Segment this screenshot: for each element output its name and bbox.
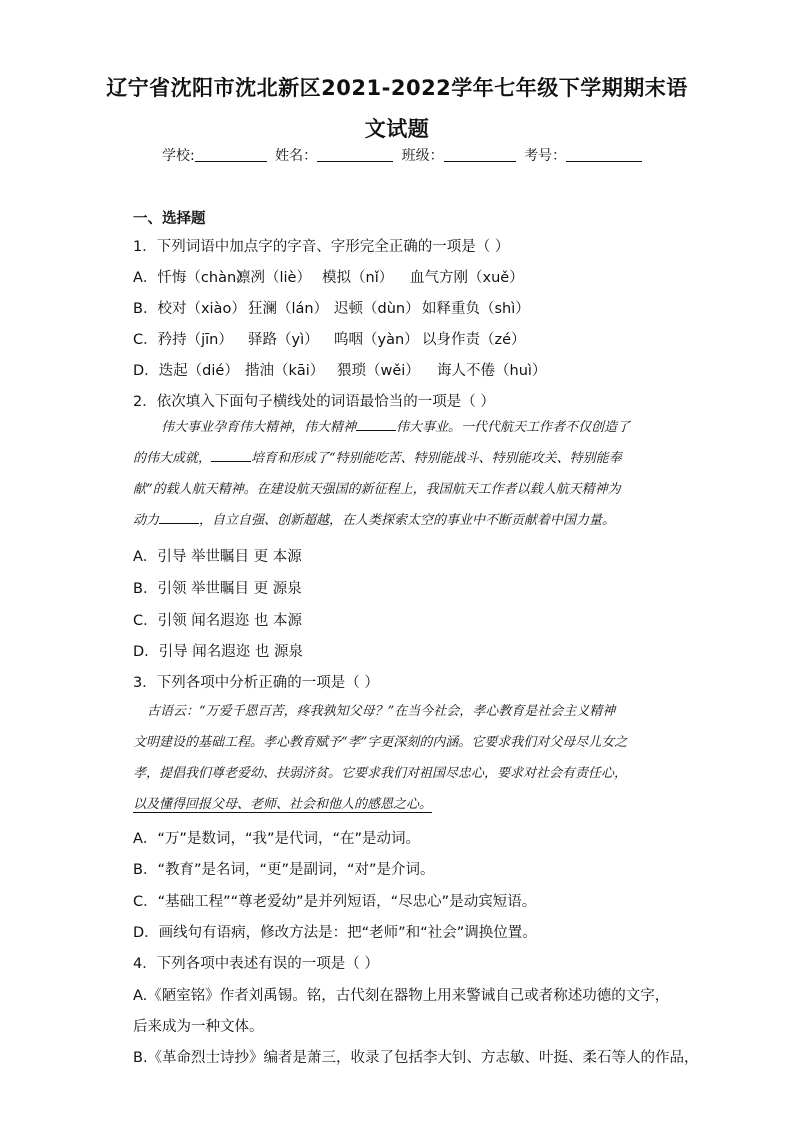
q3-passage: 古语云：“万爱千恩百苦，疼我孰知父母？”在当今社会，孝心教育是社会主义精神 文明建设的基础工程。孝心教育赋予“孝”字更深刻的内涵。它要求我们对父母尽儿女之 孝，提倡我们尊老爱幼、扶弱济贫。它要求我们对祖国尽忠心，要求对社会有责任心， 以及懂得回报父母、老师、社会和他人的感恩之心。 — [133, 704, 628, 812]
school-blank[interactable] — [195, 149, 267, 162]
q1-option-a[interactable]: A．忏悔（chàn）凛冽（liè） 模拟（nǐ） 血气方刚（xuě） — [133, 270, 524, 286]
q3-option-c[interactable]: C．“基础工程”“尊老爱幼”是并列短语，“尽忠心”是动宾短语。 — [133, 894, 537, 910]
name-label: 姓名： — [275, 148, 318, 164]
q2-stem: 2．依次填入下面句子横线处的词语最恰当的一项是（ ） — [133, 394, 495, 410]
q2-option-b[interactable]: B．引领 举世瞩目 更 源泉 — [133, 581, 302, 597]
q2-option-d[interactable]: D．引导 闻名遐迩 也 源泉 — [133, 644, 303, 660]
class-label: 班级： — [401, 148, 444, 164]
q1-option-b[interactable]: B．校对（xiào） 狂澜（lán） 迟顿（dùn） 如释重负（shì） — [133, 301, 530, 317]
q3-option-d[interactable]: D．画线句有语病，修改方法是：把“老师”和“社会”调换位置。 — [133, 925, 537, 941]
q1-stem: 1．下列词语中加点字的字音、字形完全正确的一项是（ ） — [133, 239, 510, 255]
name-blank[interactable] — [317, 149, 393, 162]
q4-option-a-line2: 后来成为一种文体。 — [133, 1019, 264, 1035]
section-heading: 一、选择题 — [133, 211, 206, 227]
q2-passage: 伟大事业孕育伟大精神，伟大精神 伟大事业。一代代航天工作者不仅创造了 的伟大成就， 培育和形成了“特别能吃苦、特别能战斗、特别能攻关、特别能奉 献”的载人航天精神。在建设航天强国的新征程上，我国航天工作者以载人航天精神为 动力 ，自立自强、创新超越，在人类探索太空的事业中不断贡献着中国力量。 — [133, 420, 631, 528]
q3-stem: 3．下列各项中分析正确的一项是（ ） — [133, 675, 379, 691]
school-label: 学校: — [162, 148, 195, 164]
q3-underlined-sentence: 以及懂得回报父母、老师、社会和他人的感恩之心。 — [133, 797, 433, 812]
student-info-row — [162, 145, 646, 165]
q3-option-a[interactable]: A．“万”是数词，“我”是代词，“在”是动词。 — [133, 831, 420, 847]
exam-title-line1: 辽宁省沈阳市沈北新区2021-2022学年七年级下学期期末语 — [106, 76, 688, 100]
q3-option-b[interactable]: B．“教育”是名词，“更”是副词，“对”是介词。 — [133, 862, 435, 878]
q4-option-a-line1[interactable]: A.《陋室铭》作者刘禹锡。铭，古代刻在器物上用来警诫自己或者称述功德的文字， — [133, 988, 670, 1004]
q1-option-d[interactable]: D．迭起（dié） 揩油（kāi） 猥琐（wěi） 诲人不倦（huì） — [133, 363, 547, 379]
q2-option-a[interactable]: A．引导 举世瞩目 更 本源 — [133, 549, 302, 565]
q2-option-c[interactable]: C．引领 闻名遐迩 也 本源 — [133, 613, 302, 629]
q2-blank-2 — [211, 451, 251, 462]
q1-option-c[interactable]: C．矜持（jīn） 驿路（yì） 呜咽（yàn） 以身作责（zé） — [133, 332, 526, 348]
q2-blank-1 — [356, 420, 396, 431]
q2-blank-3 — [159, 513, 199, 524]
q4-option-b-line1[interactable]: B.《革命烈士诗抄》编者是萧三，收录了包括李大钊、方志敏、叶挺、柔石等人的作品， — [133, 1050, 699, 1066]
class-blank[interactable] — [444, 149, 516, 162]
q4-stem: 4．下列各项中表述有误的一项是（ ） — [133, 956, 379, 972]
id-blank[interactable] — [566, 149, 642, 162]
id-label: 考号： — [524, 148, 567, 164]
exam-title-line2: 文试题 — [364, 117, 430, 141]
